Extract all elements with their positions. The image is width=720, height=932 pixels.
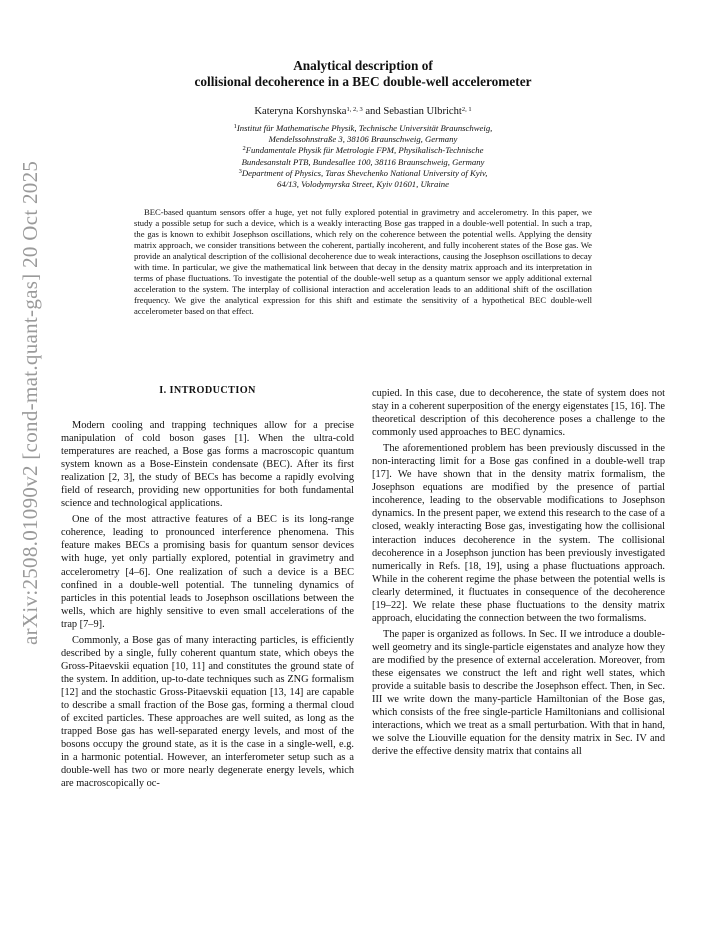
abstract: BEC-based quantum sensors offer a huge, yet not fully explored potential in gravimetry and accelerometry. In this paper, we study a possible setup for such a device, which is a weakly interacting Bose gas trapped in a double-well potential. In such a trap, the gas is known to exhibit Josephson oscillations, which rely on the coherence between the potential wells. Applying the density matrix approach, we consider transitions between the coherent, partially incoherent, and fully incoherent states of the Bose gas. We provide an analytical description of the collisional decoherence due to weak interactions, causing the Josephson oscillations to decay with time. In particular, we give the mathematical link between that decay in the density matrix approach and its interpretation in terms of phase fluctuations. To investigate the potential of the double-well setup as a quantum sensor we apply additional external acceleration to the system. The interplay of collisional interaction and acceleration leads to an additional shift of the oscillation frequency. We give the analytical expression for this shift and estimate the sensitivity of a hypothetical BEC double-well accelerometer based on that effect. <box>134 207 592 316</box>
author-line <box>120 106 606 117</box>
affiliation-line: $^2$Fundamentale Physik für Metrologie FPM, Physikalisch-Technische <box>242 145 484 156</box>
body-paragraph: Commonly, a Bose gas of many interacting particles, is efficiently described by a single, fully coherent quantum state, which obeys the Gross-Pitaevskii equation [10, 11] and constitutes the ground state of the system. In addition, up-to-date techniques such as ZNG formalism [12] and the stochastic Gross-Pitaevskii equation [13, 14] are capable to describe a small fraction of the Bose gas, forming a thermal cloud of excited particles. These approaches are well suited, as long as the trapped Bose gas has well-separated energy levels, and most of the bosons occupy the ground state, as it is the case in a single-well, e.g. in a harmonic potential. However, an interferometer setup such as a double-well has two or more nearly degenerate energy levels, which are macroscopically oc- <box>61 634 354 790</box>
affiliation-line: 64/13, Volodymyrska Street, Kyiv 01601, Ukraine <box>277 179 449 190</box>
affiliation-line: Bundesanstalt PTB, Bundesallee 100, 38116 Braunschweig, Germany <box>241 156 485 167</box>
title-line-2: collisional decoherence in a BEC double-well accelerometer <box>194 73 532 89</box>
paper-title <box>120 58 606 89</box>
author-conjunction: and <box>365 106 381 117</box>
body-paragraph: One of the most attractive features of a BEC is its long-range coherence, leading to pronounced interference phenomena. This feature makes BECs a promising basis for quantum sensor devices with huge, yet only partially explored, potential in gravimetry and accelerometry [4–6]. One realization of such a device is a BEC confined in a double-well potential. The tunneling dynamics of particles in this potential leads to Josephson oscillations between the wells, which are highly sensitive to even small accelerations of the trap [7–9]. <box>61 514 354 630</box>
affiliation-line: $^3$Department of Physics, Taras Shevchenko National University of Kyiv, <box>238 167 488 178</box>
arxiv-identifier-stamp: arXiv:2508.01090v2 [cond-mat.quant-gas] 20 Oct 2025 <box>18 160 42 645</box>
affiliations <box>120 123 606 190</box>
body-paragraph: Modern cooling and trapping techniques allow for a precise manipulation of cold boson gases [1]. When the ultra-cold temperatures are reached, a Bose gas forms a macroscopic quantum system known as a Bose-Einstein condensate (BEC). After its first realization [2, 3], the study of BECs has become a rapidly evolving field of research, providing new opportunities for both fundamental science and technological applications. <box>61 420 354 510</box>
title-line-1: Analytical description of <box>293 58 433 73</box>
right-column <box>372 387 665 761</box>
body-paragraph: cupied. In this case, due to decoherence, the state of system does not stay in a coherent superposition of the energy eigenstates [15, 16]. The theoretical description of this decoherence poses a challenge to the commonly used approaches to BEC dynamics. <box>372 388 665 439</box>
left-column <box>61 385 354 793</box>
affiliation-line: Mendelssohnstraße 3, 38106 Braunschweig, Germany <box>268 134 458 145</box>
body-paragraph: The aforementioned problem has been previously discussed in the non-interacting limit for a Bose gas confined in a double-well trap [17]. We have shown that in the density matrix formalism, the Josephson equations are modified by the presence of partial incoherence, leading to the observable modifications to Josephson dynamics. In the present paper, we extend this research to the case of a closed, weakly interacting Bose gas, investigating how the collisional interaction induces decoherence in the system. The collisional decoherence in a Josephson junction has been previously investigated numerically in Refs. [18, 19], using a phase fluctuations approach. While in the coherent regime the phase between the potential wells is clearly determined, it fluctuates in consequence of the decoherence [19–22]. We relate these phase fluctuations to the density matrix approach, elucidating the connection between the two formalisms. <box>372 443 665 624</box>
author-affiliation-marks: 2, 1 <box>461 106 472 113</box>
section-heading-introduction: I. INTRODUCTION <box>159 385 256 396</box>
affiliation-line: $^1$Institut für Mathematische Physik, Technische Universität Braunschweig, <box>233 123 493 133</box>
author-name: Sebastian Ulbricht <box>383 106 462 117</box>
author-name: Kateryna Korshynska <box>254 106 347 117</box>
body-paragraph: The paper is organized as follows. In Sec. II we introduce a double-well geometry and its single-particle eigenstates and analyze how they are modified by the presence of external acceleration. Moreover, from these eigensates we construct the left and right well states, which provide a suitable basis to describe the Josephson effect. Then, in Sec. III we write down the many-particle Hamiltonian of the Bose gas, which consists of the free single-particle Hamiltonians and collisional interactions, which we treat as a small perturbation. With that in hand, we solve the Liouville equation for the density matrix in Sec. IV and derive the effective density matrix that contains all <box>372 628 665 758</box>
author-affiliation-marks: 1, 2, 3 <box>346 106 363 113</box>
